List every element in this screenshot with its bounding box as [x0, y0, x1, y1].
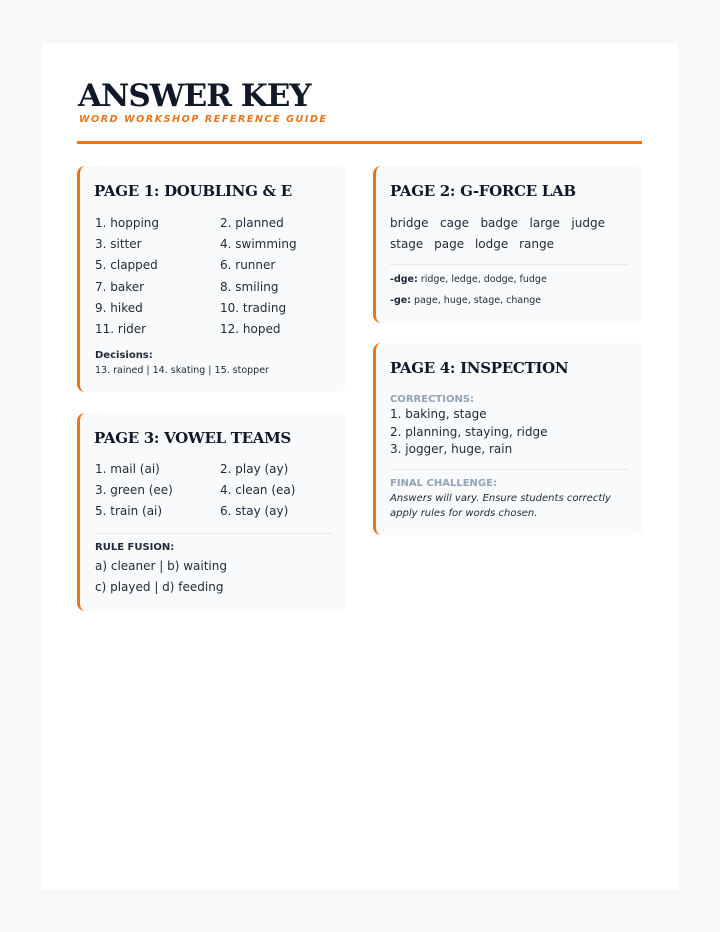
card-page-4 — [373, 343, 643, 535]
card-title-page-1: PAGE 1: DOUBLING & E — [94, 182, 292, 200]
answer-item: 2. planned — [220, 216, 284, 230]
answer-item: 4. clean (ea) — [220, 483, 296, 498]
answer-item: 6. stay (ay) — [220, 504, 289, 519]
page-title: ANSWER KEY — [78, 78, 311, 114]
answer-item: 2. play (ay) — [220, 462, 289, 476]
card-divider — [390, 264, 629, 265]
dge-label: -dge: — [390, 274, 418, 285]
ge-label: -ge: — [390, 295, 411, 306]
answer-item: 6. runner — [220, 258, 276, 273]
decisions-text: 13. rained | 14. skating | 15. stopper — [95, 365, 269, 376]
answer-item: 1. hopping — [95, 216, 160, 230]
word-item: large — [529, 216, 560, 230]
answer-item: 7. baker — [95, 279, 145, 294]
word-item: page — [434, 237, 465, 251]
ge-text: page, huge, stage, change — [414, 295, 542, 306]
final-challenge-text: Answers will vary. Ensure students correctly apply rules for words chosen. — [390, 493, 611, 519]
word-item: range — [519, 237, 554, 251]
answer-item: 4. swimming — [220, 237, 297, 252]
word-item: lodge — [474, 237, 509, 251]
word-item: stage — [390, 237, 424, 251]
card-title-page-4: PAGE 4: INSPECTION — [390, 359, 569, 377]
answer-item: 12. hoped — [220, 322, 281, 337]
answer-item: 9. hiked — [95, 300, 143, 315]
card-divider — [390, 469, 629, 470]
correction-item: 3. jogger, huge, rain — [390, 442, 513, 456]
page-subtitle: WORD WORKSHOP REFERENCE GUIDE — [79, 114, 328, 125]
page-1-answers — [95, 213, 345, 340]
answer-key-sheet — [42, 43, 678, 890]
word-row-1 — [390, 216, 605, 230]
word-item: cage — [440, 216, 469, 230]
word-row-2 — [390, 237, 554, 251]
dge-line — [390, 274, 547, 285]
correction-item: 1. baking, stage — [390, 407, 487, 421]
card-page-1 — [77, 166, 346, 392]
card-page-3 — [77, 413, 346, 611]
word-item: bridge — [390, 216, 429, 230]
card-page-2 — [373, 166, 643, 323]
answer-item: 3. green (ee) — [95, 483, 173, 498]
decisions-label: Decisions: — [95, 350, 153, 361]
rule-fusion-line-1: a) cleaner | b) waiting — [95, 559, 227, 573]
final-challenge-label: FINAL CHALLENGE: — [390, 478, 497, 489]
word-item: badge — [480, 216, 519, 230]
answer-item: 8. smiling — [220, 279, 279, 294]
rule-fusion-label: RULE FUSION: — [95, 542, 175, 553]
corrections-label: CORRECTIONS: — [390, 394, 475, 405]
card-title-page-3: PAGE 3: VOWEL TEAMS — [94, 429, 291, 447]
answer-item: 10. trading — [220, 300, 287, 315]
correction-item: 2. planning, staying, ridge — [390, 425, 548, 439]
dge-text: ridge, ledge, dodge, fudge — [420, 274, 547, 285]
page-3-answers — [95, 459, 345, 523]
answer-item: 11. rider — [95, 322, 147, 337]
answer-item: 3. sitter — [95, 237, 142, 252]
answer-item: 1. mail (ai) — [95, 462, 160, 476]
rule-fusion-line-2: c) played | d) feeding — [95, 580, 224, 594]
header-divider — [77, 141, 642, 144]
ge-line — [390, 295, 541, 306]
answer-item: 5. clapped — [95, 258, 158, 273]
word-item: judge — [571, 216, 605, 230]
answer-item: 5. train (ai) — [95, 504, 163, 519]
card-divider — [95, 533, 332, 534]
card-title-page-2: PAGE 2: G-FORCE LAB — [390, 182, 576, 200]
